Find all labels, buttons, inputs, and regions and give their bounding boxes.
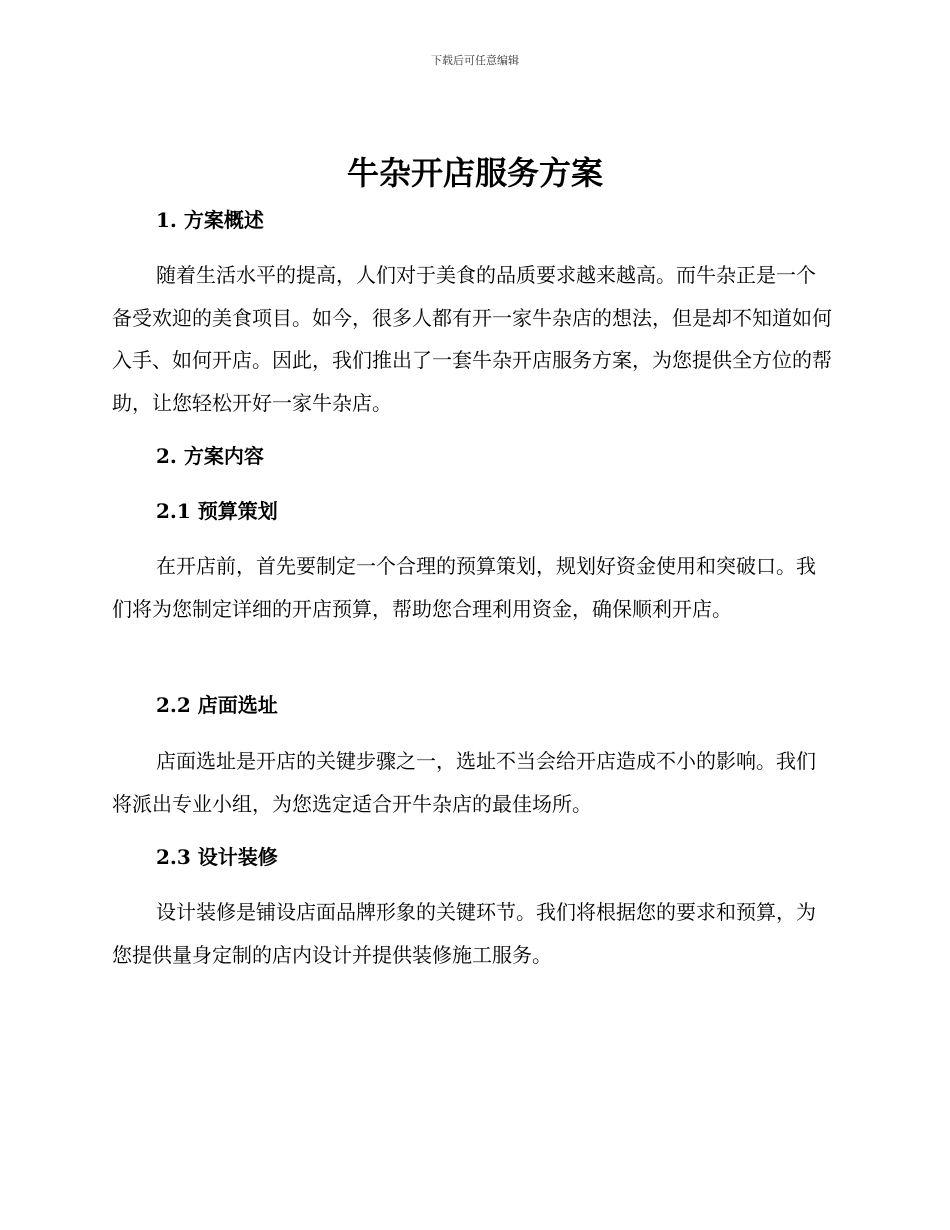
section-body-budget: 在开店前，首先要制定一个合理的预算策划，规划好资金使用和突破口。我们将为您制定详细的开店预算，帮助您合理利用资金，确保顺利开店。 — [112, 554, 816, 621]
section-body-overview: 随着生活水平的提高，人们对于美食的品质要求越来越高。而牛杂正是一个备受欢迎的美食项目。如今，很多人都有开一家牛杂店的想法，但是却不知道如何入手、如何开店。因此，我们推出了一套牛杂开店服务方案，为您提供全方位的帮助，让您轻松开好一家牛杂店。 — [112, 263, 832, 416]
section-heading-budget: 2.1 预算策划 — [156, 499, 278, 523]
section-heading-location: 2.2 店面选址 — [156, 693, 278, 717]
section-body-location: 店面选址是开店的关键步骤之一，选址不当会给开店造成不小的影响。我们将派出专业小组，为您选定适合开牛杂店的最佳场所。 — [112, 749, 816, 816]
document-title: 牛杂开店服务方案 — [346, 154, 603, 192]
section-heading-content: 2. 方案内容 — [156, 444, 264, 468]
section-body-design: 设计装修是铺设店面品牌形象的关键环节。我们将根据您的要求和预算，为您提供量身定制的店内设计并提供装修施工服务。 — [112, 900, 816, 967]
section-heading-overview: 1. 方案概述 — [156, 208, 264, 232]
section-heading-design: 2.3 设计装修 — [156, 845, 278, 869]
page-header-note: 下载后可任意编辑 — [431, 54, 519, 67]
